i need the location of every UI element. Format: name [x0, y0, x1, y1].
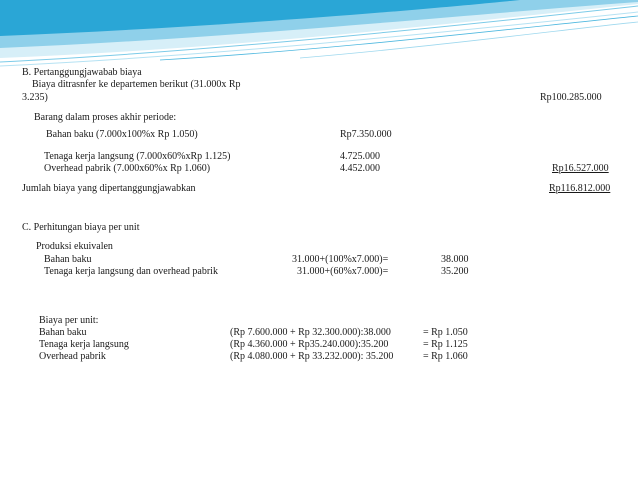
equiv-row-formula: 31.000+(60%x7.000)=	[297, 266, 389, 277]
equiv-row-value: 38.000	[441, 254, 469, 265]
unit-row-label: Overhead pabrik	[39, 351, 106, 362]
equiv-row-value: 35.200	[441, 266, 469, 277]
transfer-line-2: 3.235)	[22, 92, 48, 103]
wip-item-value: Rp7.350.000	[340, 129, 392, 140]
grand-total-label: Jumlah biaya yang dipertanggungjawabkan	[22, 183, 196, 194]
wip-total: Rp16.527.000	[552, 163, 609, 174]
wip-item-value: 4.725.000	[340, 151, 380, 162]
unit-row-result: = Rp 1.050	[423, 327, 468, 338]
unit-row-result: = Rp 1.060	[423, 351, 468, 362]
unit-row-formula: (Rp 4.080.000 + Rp 33.232.000): 35.200	[230, 351, 394, 362]
wip-item-label: Bahan baku (7.000x100%x Rp 1.050)	[46, 129, 198, 140]
wip-title: Barang dalam proses akhir periode:	[34, 112, 177, 123]
wip-item-label: Tenaga kerja langsung (7.000x60%xRp 1.125)	[44, 151, 231, 162]
unit-row-label: Tenaga kerja langsung	[39, 339, 129, 350]
header-wave-decoration	[0, 0, 638, 70]
section-c-title: C. Perhitungan biaya per unit	[22, 222, 140, 233]
unit-row-result: = Rp 1.125	[423, 339, 468, 350]
unit-row-formula: (Rp 7.600.000 + Rp 32.300.000):38.000	[230, 327, 391, 338]
transfer-line-1: Biaya ditrasnfer ke departemen berikut (31.000x Rp	[32, 79, 241, 90]
wip-item-label: Overhead pabrik (7.000x60%x Rp 1.060)	[44, 163, 211, 174]
unit-row-label: Bahan baku	[39, 327, 87, 338]
equiv-row-label: Bahan baku	[44, 254, 92, 265]
transfer-total: Rp100.285.000	[540, 92, 602, 103]
grand-total: Rp116.812.000	[549, 183, 611, 194]
section-b-title: B. Pertanggungjawabab biaya	[22, 67, 142, 78]
unit-cost-title: Biaya per unit:	[39, 315, 99, 326]
wip-item-value: 4.452.000	[340, 163, 380, 174]
equiv-row-formula: 31.000+(100%x7.000)=	[292, 254, 389, 265]
equiv-row-label: Tenaga kerja langsung dan overhead pabrik	[44, 266, 218, 277]
unit-row-formula: (Rp 4.360.000 + Rp35.240.000):35.200	[230, 339, 389, 350]
equiv-title: Produksi ekuivalen	[36, 241, 113, 252]
